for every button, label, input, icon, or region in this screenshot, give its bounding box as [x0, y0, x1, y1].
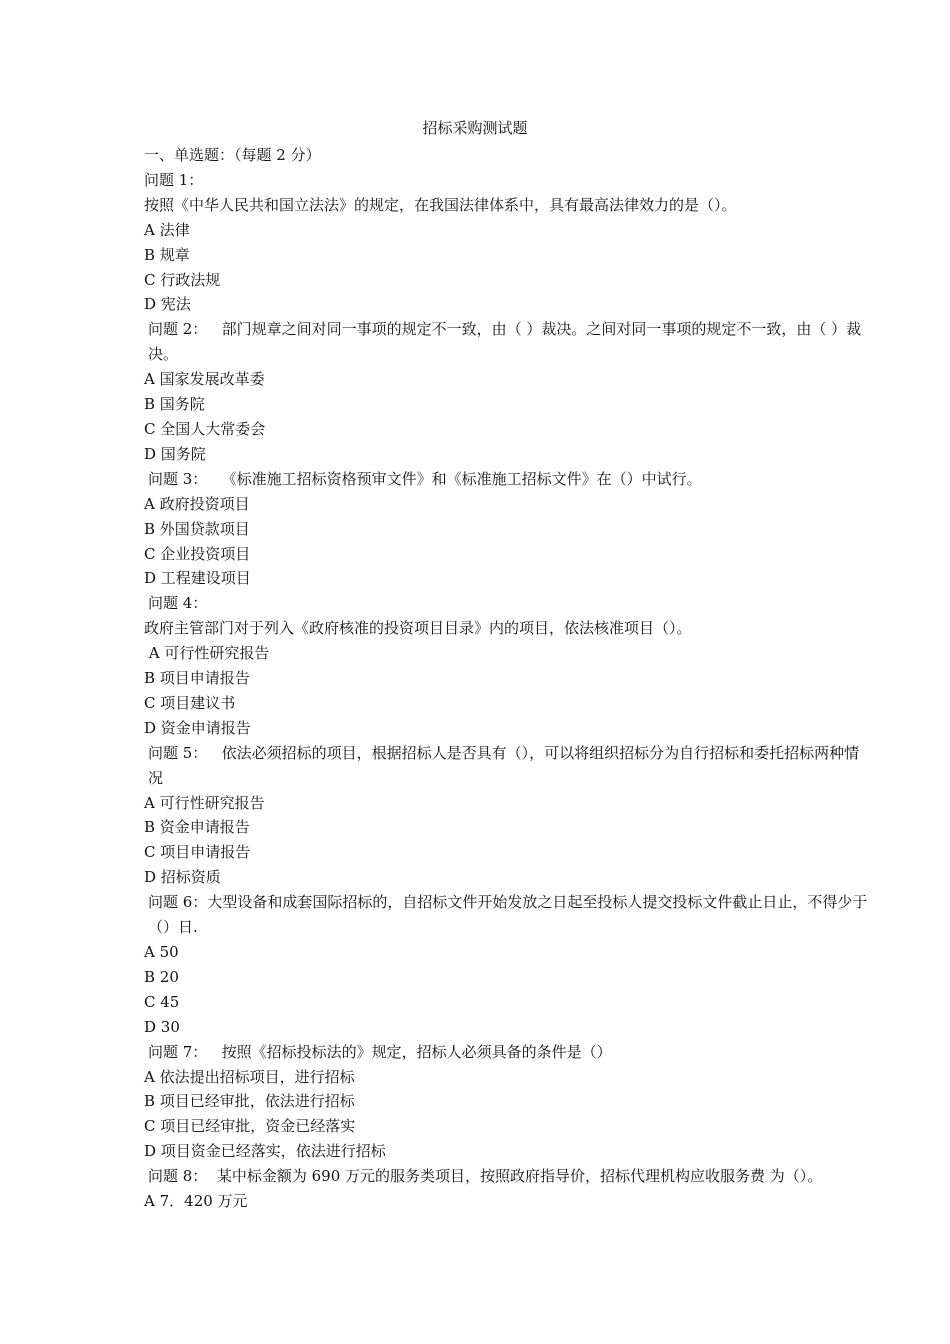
- question-text: 按照《招标投标法的》规定，招标人必须具备的条件是（）: [221, 1042, 612, 1061]
- question-item: [144, 317, 872, 367]
- question-item: [144, 741, 872, 791]
- option-b: B 20: [144, 967, 179, 986]
- option-d: D 宪法: [144, 295, 191, 314]
- option-b: B 项目已经审批，依法进行招标: [144, 1092, 355, 1111]
- question-item: [144, 467, 872, 492]
- question-label: 问题 4：: [148, 594, 208, 613]
- option-c: C 项目申请报告: [144, 843, 251, 862]
- option-d: D 项目资金已经落实，依法进行招标: [144, 1142, 386, 1161]
- option-d: D 工程建设项目: [144, 569, 251, 588]
- question-text: 依法必须招标的项目，根据招标人是否具有（），可以将组织招标分为自行招标和委托招标两种情况: [148, 743, 860, 787]
- option-b: B 项目申请报告: [144, 669, 250, 688]
- section-heading: 一、单选题：（每题 2 分）: [144, 146, 321, 164]
- question-label: 问题 1：: [144, 170, 204, 189]
- option-a: A 50: [144, 943, 179, 961]
- option-a: A 法律: [144, 220, 190, 239]
- option-a: A 7．420 万元: [144, 1192, 248, 1211]
- option-a: A 政府投资项目: [144, 494, 250, 513]
- option-b: B 资金申请报告: [144, 818, 250, 837]
- option-c: C 行政法规: [144, 270, 221, 289]
- option-c: C 企业投资项目: [144, 544, 251, 563]
- question-text: 部门规章之间对同一事项的规定不一致，由（ ）裁决。之间对同一事项的规定不一致，由（ ）裁决。: [148, 320, 862, 364]
- option-d: D 30: [144, 1017, 180, 1036]
- option-d: D 招标资质: [144, 868, 221, 887]
- question-text: 政府主管部门对于列入《政府核准的投资项目目录》内的项目，依法核准项目（）。: [144, 619, 692, 638]
- option-a: A 国家发展改革委: [144, 370, 265, 389]
- option-b: B 外国贷款项目: [144, 519, 250, 538]
- document-title: 招标采购测试题: [422, 119, 528, 137]
- question-text: 《标准施工招标资格预审文件》和《标准施工招标文件》在（）中试行。: [221, 469, 702, 488]
- option-c: C 全国人大常委会: [144, 419, 266, 438]
- option-a: A 依法提出招标项目，进行招标: [144, 1067, 355, 1086]
- question-text: 按照《中华人民共和国立法法》的规定，在我国法律体系中，具有最高法律效力的是（）。: [144, 195, 737, 214]
- question-label: 问题 2：: [148, 320, 208, 339]
- option-d: D 资金申请报告: [144, 718, 251, 737]
- question-label: 问题 6：: [148, 893, 208, 912]
- option-a: A 可行性研究报告: [144, 644, 270, 663]
- option-c: C 项目建议书: [144, 693, 236, 712]
- question-label: 问题 5：: [148, 743, 208, 762]
- question-item: [144, 890, 872, 940]
- question-list: [144, 143, 872, 1214]
- question-label: 问题 3：: [148, 469, 208, 488]
- option-d: D 国务院: [144, 444, 206, 463]
- question-item: [144, 1164, 872, 1189]
- option-c: C 项目已经审批，资金已经落实: [144, 1117, 356, 1136]
- option-b: B 规章: [144, 245, 190, 264]
- question-text: 某中标金额为 690 万元的服务类项目，按照政府指导价，招标代理机构应收服务费 为（）。: [216, 1167, 823, 1186]
- question-label: 问题 8：: [148, 1167, 208, 1186]
- option-b: B 国务院: [144, 395, 205, 414]
- option-a: A 可行性研究报告: [144, 793, 265, 812]
- option-c: C 45: [144, 992, 180, 1011]
- question-item: [144, 1040, 872, 1065]
- question-text: 大型设备和成套国际招标的，自招标文件开始发放之日起至投标人提交投标文件截止日止，不得少于（）日.: [148, 893, 868, 937]
- question-label: 问题 7：: [148, 1042, 208, 1061]
